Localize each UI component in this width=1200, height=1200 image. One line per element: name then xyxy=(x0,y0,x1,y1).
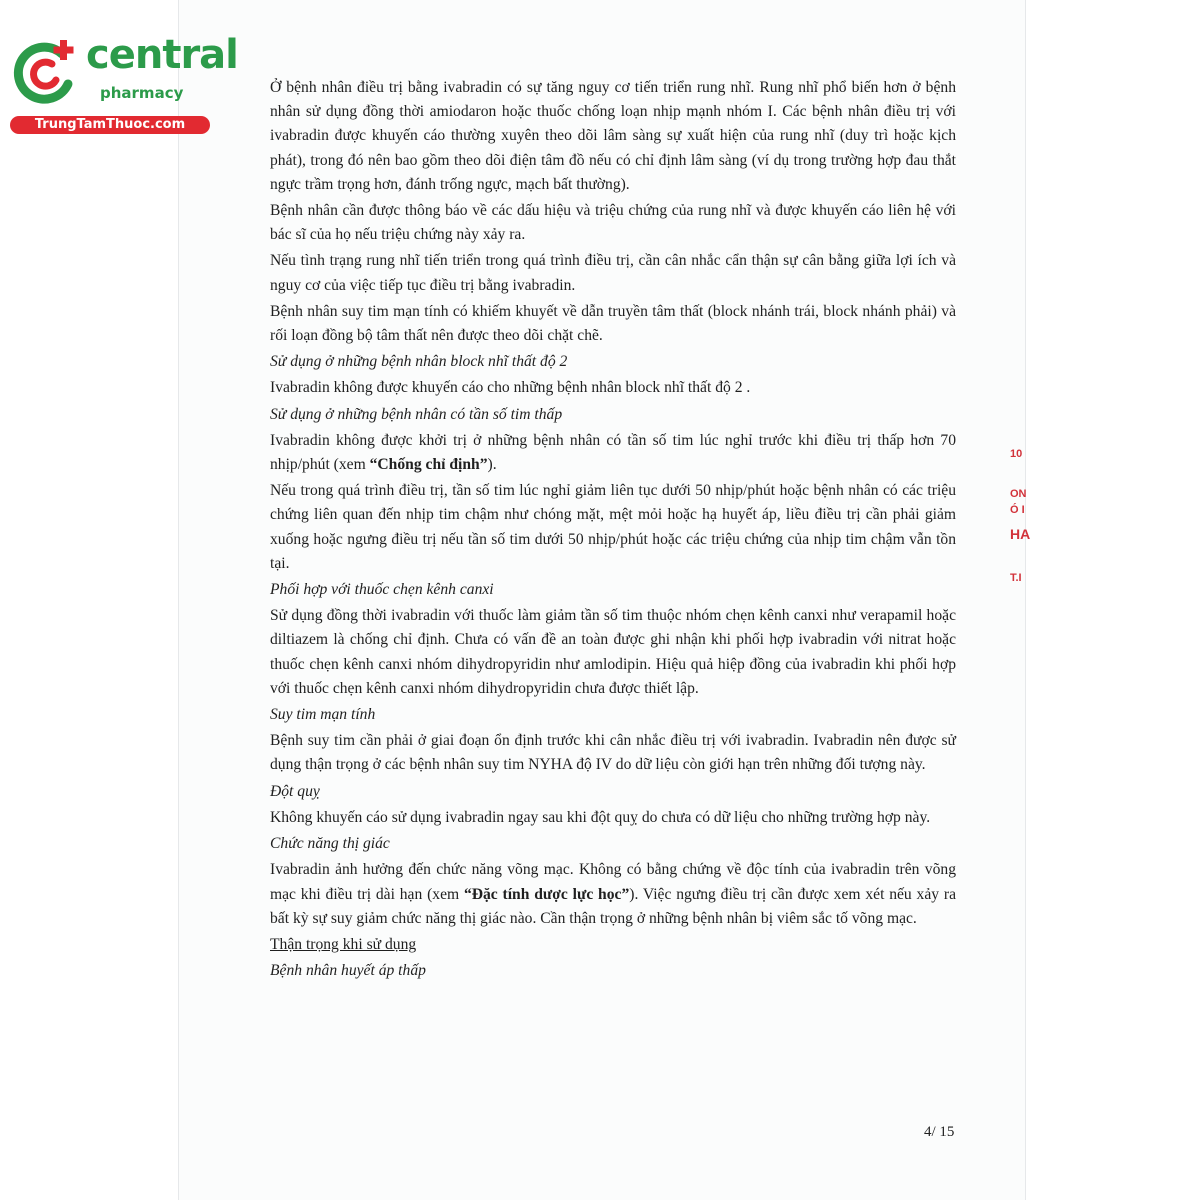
red-stamp-fragment xyxy=(1006,440,1031,610)
paragraph-text: Ivabradin không được khởi trị ở những bệnh nhân có tần số tim lúc nghỉ trước khi điều trị thấp hơn 70 nhịp/phút (xem xyxy=(270,431,956,474)
paragraph: Bệnh nhân suy tim mạn tính có khiếm khuyết về dẫn truyền tâm thất (block nhánh trái, block nhánh phải) và rối loạn đồng bộ tâm thất nên được theo dõi chặt chẽ. xyxy=(270,302,956,345)
section-heading: Phối hợp với thuốc chẹn kênh canxi xyxy=(270,581,494,599)
central-pharmacy-logo[interactable] xyxy=(10,32,238,136)
section-heading: Sử dụng ở những bệnh nhân có tần số tim thấp xyxy=(270,405,563,423)
paragraph: Ivabradin không được khuyến cáo cho những bệnh nhân block nhĩ thất độ 2 . xyxy=(270,379,751,397)
paragraph xyxy=(270,858,956,931)
section-heading: Chức năng thị giác xyxy=(270,835,390,853)
logo-brand: central xyxy=(86,32,238,78)
stamp-text: Ó I xyxy=(1010,504,1025,516)
page-number: 4/ 15 xyxy=(924,1124,955,1140)
paragraph: Nếu trong quá trình điều trị, tần số tim lúc nghỉ giảm liên tục dưới 50 nhịp/phút hoặc bệnh nhân có các triệu chứng liên quan đến nhịp tim chậm như chóng mặt, mệt mỏi hoặc hạ huyết áp, liều điều trị cần phải giảm xuống hoặc ngưng điều trị nếu tần số tim dưới 50 nhịp/phút hoặc các triệu chứng của nhịp tim chậm vẫn tồn tại. xyxy=(270,482,956,572)
section-heading: Sử dụng ở những bệnh nhân block nhĩ thất độ 2 xyxy=(270,353,568,371)
paragraph: Sử dụng đồng thời ivabradin với thuốc làm giảm tần số tim thuộc nhóm chẹn kênh canxi như verapamil hoặc diltiazem là chống chỉ định. Chưa có vấn đề an toàn được ghi nhận khi phối hợp ivabradin với nitrat hoặc thuốc chẹn kênh canxi nhóm dihydropyridin như amlodipin. Hiệu quả hiệp đồng của ivabradin khi phối hợp với thuốc chẹn kênh canxi nhóm dihydropyridin chưa được thiết lập. xyxy=(270,607,956,697)
section-title: Thận trọng khi sử dụng xyxy=(270,935,417,953)
paragraph: Bệnh nhân cần được thông báo về các dấu hiệu và triệu chứng của rung nhĩ và được khuyến cáo liên hệ với bác sĩ của họ nếu triệu chứng này xảy ra. xyxy=(270,202,956,244)
stamp-text: HA xyxy=(1010,526,1031,542)
paragraph: Không khuyến cáo sử dụng ivabradin ngay sau khi đột quỵ do chưa có dữ liệu cho những trường hợp này. xyxy=(270,808,931,826)
central-logo-icon xyxy=(10,36,82,108)
logo-url[interactable]: TrungTamThuoc.com xyxy=(10,116,210,134)
stamp-text: ON xyxy=(1010,488,1027,500)
paragraph-text: Ivabradin ảnh hưởng đến chức năng võng mạc. Không có bằng chứng về độc tính của ivabradin trên võng mạc khi điều trị dài hạn (xem xyxy=(270,861,956,903)
paragraph: Nếu tình trạng rung nhĩ tiến triển trong quá trình điều trị, cần cân nhắc cẩn thận sự cân bằng giữa lợi ích và nguy cơ của việc tiếp tục điều trị bằng ivabradin. xyxy=(270,252,956,294)
cross-reference: “Đặc tính dược lực học” xyxy=(463,885,630,903)
section-heading: Bệnh nhân huyết áp thấp xyxy=(270,962,426,980)
paragraph: Ở bệnh nhân điều trị bằng ivabradin có sự tăng nguy cơ tiến triển rung nhĩ. Rung nhĩ phổ biến hơn ở bệnh nhân sử dụng đồng thời amiodaron hoặc thuốc chống loạn nhịp mạnh nhóm I. Các bệnh nhân điều trị với ivabradin được khuyến cáo thường xuyên theo dõi lâm sàng sự xuất hiện của rung nhĩ (duy trì hoặc kịch phát), trong đó nên bao gồm theo dõi điện tâm đồ nếu có chỉ định lâm sàng (ví dụ trong trường hợp đau thắt ngực trầm trọng hơn, đánh trống ngực, mạch bất thường). xyxy=(270,79,956,193)
paragraph-text: ). xyxy=(487,456,497,474)
paragraph: Bệnh suy tim cần phải ở giai đoạn ổn định trước khi cân nhắc điều trị với ivabradin. Ivabradin nên được sử dụng thận trọng ở các bệnh nhân suy tim NYHA độ IV do dữ liệu còn giới hạn trên những đối tượng này. xyxy=(270,732,956,774)
section-heading: Suy tim mạn tính xyxy=(270,706,376,724)
section-heading: Đột quỵ xyxy=(270,782,320,800)
paragraph-text: ). Việc ngưng điều trị cần được xem xét nếu xảy ra bất kỳ sự suy giảm chức năng thị giác nào. Cần thận trọng ở những bệnh nhân bị viêm sắc tố võng mạc. xyxy=(270,885,956,927)
logo-subtitle: pharmacy xyxy=(100,84,184,102)
paragraph xyxy=(270,429,956,477)
document-body xyxy=(270,76,956,985)
cross-reference: “Chống chỉ định” xyxy=(369,456,488,474)
stamp-text: T.I xyxy=(1010,572,1022,584)
stamp-text: 10 xyxy=(1010,448,1023,460)
